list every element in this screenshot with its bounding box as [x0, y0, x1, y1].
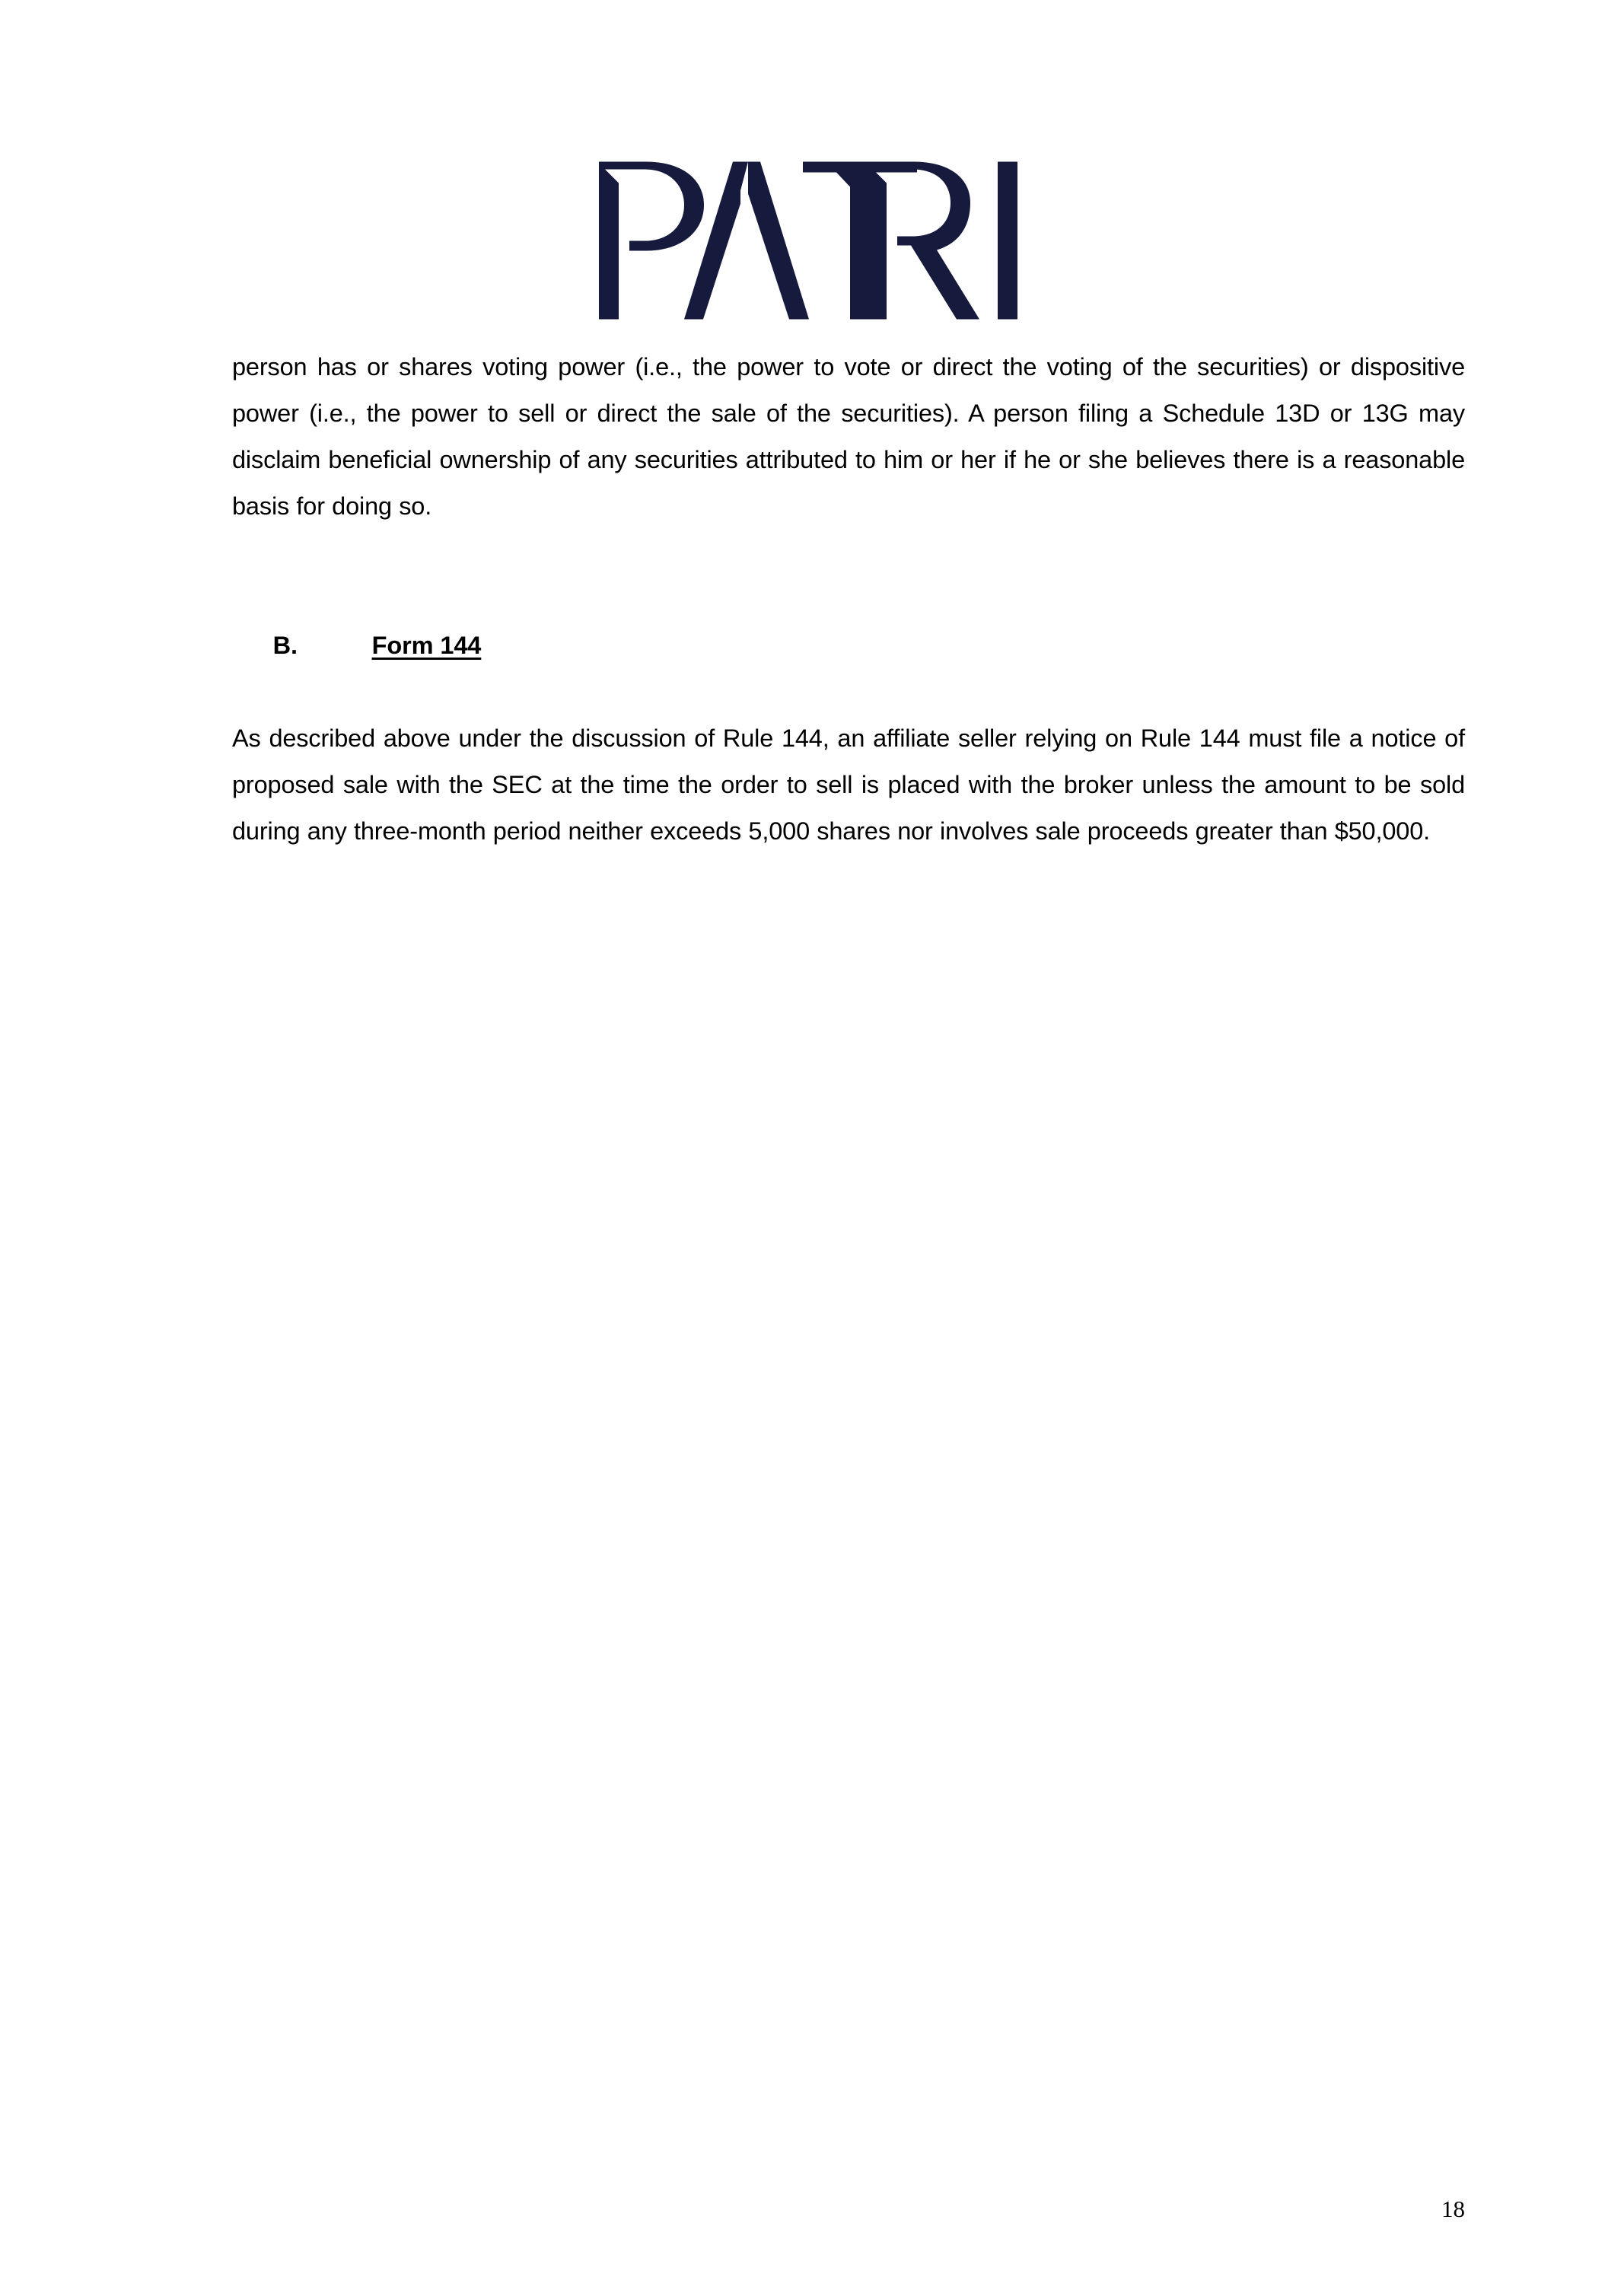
document-body	[232, 344, 1465, 855]
section-letter: B.	[272, 632, 298, 659]
section-title: Form 144	[371, 632, 482, 659]
section-heading-form-144	[232, 576, 1465, 715]
page-number: 18	[1441, 2196, 1465, 2222]
paragraph-beneficial-ownership: person has or shares voting power (i.e., the power to vote or direct the voting of the securities) or dispositive power (i.e., the power to sell or direct the sale of the securities). A person filing a Schedule 13D or 13G may disclaim beneficial ownership of any securities attributed to him or her if he or she believes there is a reasonable basis for doing so.	[232, 353, 1465, 520]
paragraph-spacer	[232, 530, 1465, 576]
patria-logo-header	[0, 149, 1624, 336]
paragraph-form-144-description: As described above under the discussion of Rule 144, an affiliate seller relying on Rule 144 must file a notice of proposed sale with the SEC at the time the order to sell is placed with the broker unless the amount to be sold during any three-month period neither exceeds 5,000 shares nor involves sale proceeds greater than $50,000.	[232, 724, 1465, 845]
patria-wordmark-icon	[599, 149, 1025, 332]
